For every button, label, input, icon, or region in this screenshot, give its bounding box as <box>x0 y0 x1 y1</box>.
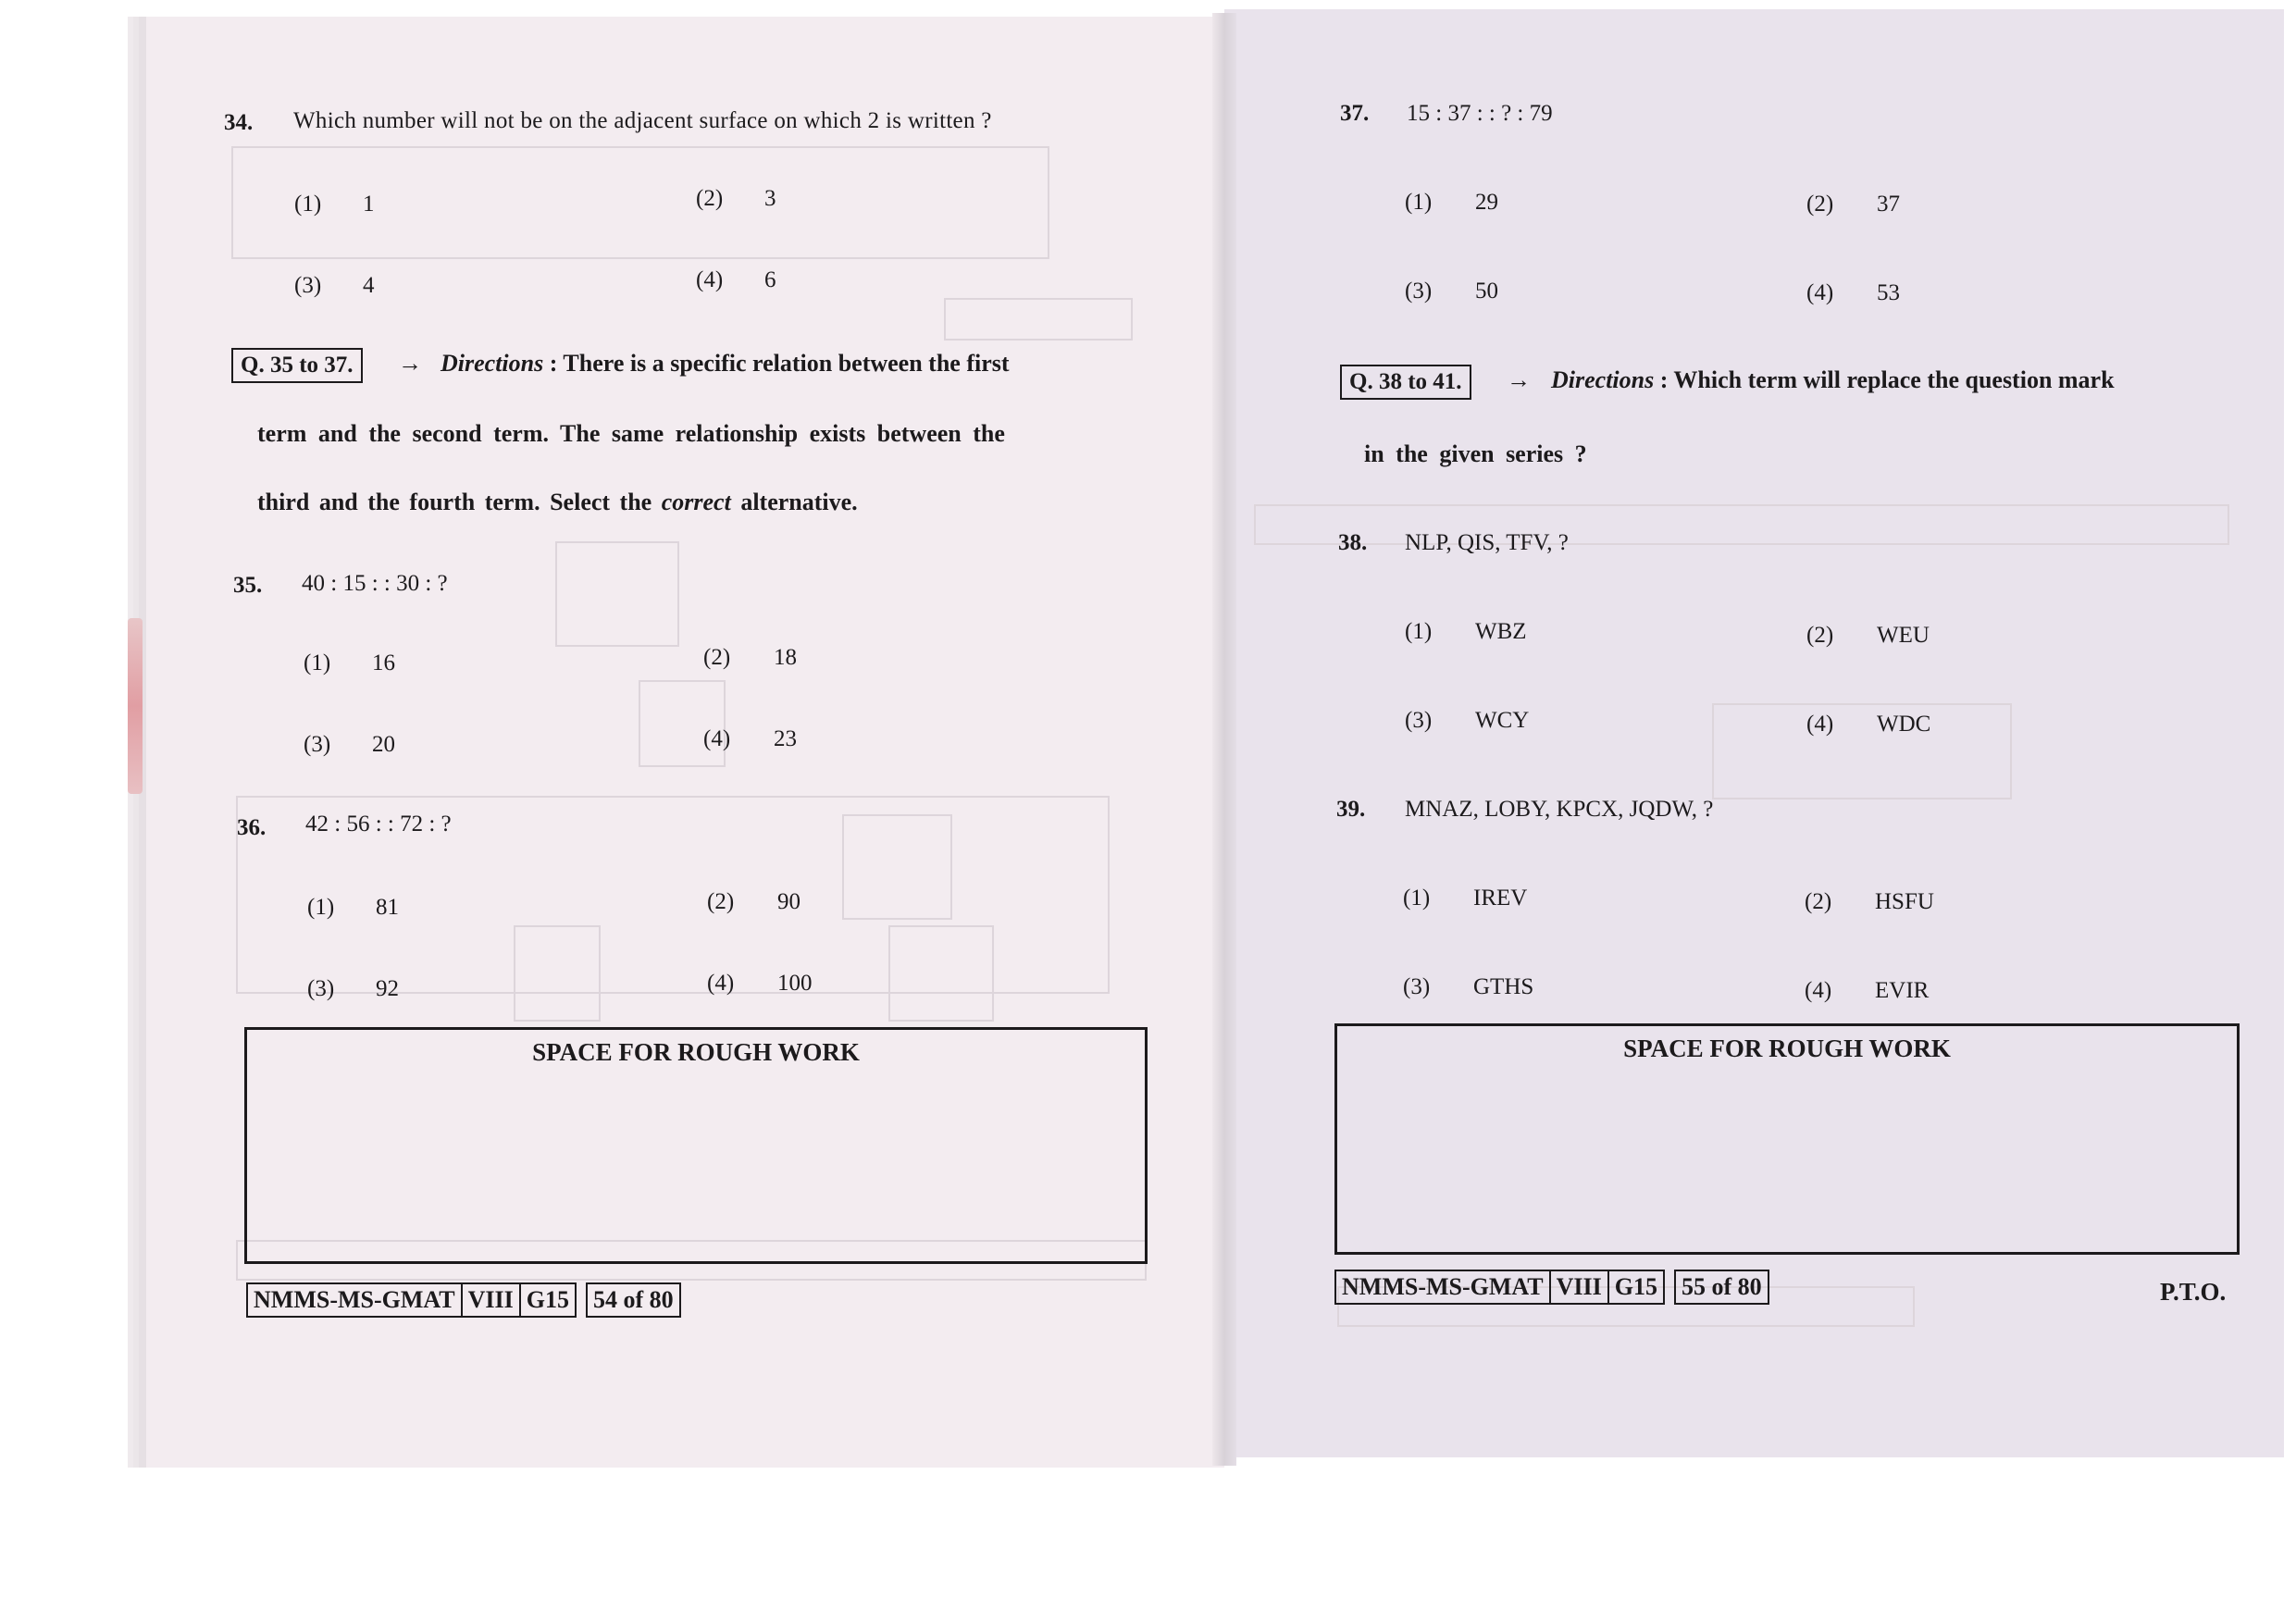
q34-option-4-value: 6 <box>764 267 776 292</box>
directions-38-41-line-1-text: : Which term will replace the question mark <box>1659 366 2115 393</box>
q35-option-3-label: (3) <box>304 732 331 757</box>
show-through-cube-face <box>555 541 679 647</box>
question-36-text: 42 : 56 : : 72 : ? <box>305 812 452 836</box>
q35-option-4-label: (4) <box>703 726 731 751</box>
q35-option-1-value: 16 <box>372 650 395 675</box>
binding-thread <box>128 618 143 794</box>
footer-exam-code: NMMS-MS-GMAT <box>246 1282 463 1318</box>
rough-work-title-left: SPACE FOR ROUGH WORK <box>532 1038 860 1066</box>
show-through-cube <box>888 925 994 1022</box>
rough-work-box-right <box>1334 1023 2240 1255</box>
footer-left <box>246 1282 681 1318</box>
footer-exam-code: NMMS-MS-GMAT <box>1334 1270 1551 1305</box>
footer-gap <box>1665 1270 1674 1305</box>
q37-option-1-label: (1) <box>1405 190 1433 215</box>
show-through-label-box <box>944 298 1133 341</box>
q34-option-1-value: 1 <box>363 192 375 217</box>
q37-option-4-value: 53 <box>1877 280 1900 305</box>
directions-35-37-line-3a: third and the fourth term. Select the <box>257 489 652 515</box>
q36-option-4-label: (4) <box>707 971 735 996</box>
question-number-34: 34. <box>224 110 254 135</box>
question-35-text: 40 : 15 : : 30 : ? <box>302 571 448 596</box>
q38-option-1-label: (1) <box>1405 619 1433 644</box>
q37-option-2-label: (2) <box>1806 192 1834 217</box>
directions-35-37-line-1-text: : There is a specific relation between the first <box>549 350 1010 377</box>
directions-38-41-line-1 <box>1551 366 2115 394</box>
q38-option-3-value: WCY <box>1475 708 1530 733</box>
directions-keyword: Directions <box>1551 366 1655 393</box>
q38-option-3-label: (3) <box>1405 708 1433 733</box>
q36-option-3-label: (3) <box>307 976 335 1001</box>
footer-page-number: 55 of 80 <box>1674 1270 1769 1305</box>
q37-option-3-label: (3) <box>1405 279 1433 304</box>
rough-work-box-left <box>244 1027 1148 1264</box>
q37-option-3-value: 50 <box>1475 279 1498 304</box>
q35-option-2-label: (2) <box>703 645 731 670</box>
show-through-cube <box>514 925 601 1022</box>
q34-option-3-value: 4 <box>363 273 375 298</box>
footer-set: G15 <box>521 1282 577 1318</box>
footer-class: VIII <box>463 1282 521 1318</box>
directions-35-37-line-2: term and the second term. The same relationship exists between the <box>257 420 1005 447</box>
question-number-36: 36. <box>237 815 267 840</box>
question-37-text: 15 : 37 : : ? : 79 <box>1407 101 1553 126</box>
booklet-spine <box>1212 13 1236 1466</box>
q39-option-1-value: IREV <box>1473 886 1528 911</box>
directions-arrow-icon: → <box>1507 366 1531 393</box>
q37-option-1-value: 29 <box>1475 190 1498 215</box>
directions-35-37-emphasis: correct <box>661 489 731 515</box>
please-turn-over: P.T.O. <box>2160 1278 2227 1306</box>
q39-option-3-label: (3) <box>1403 974 1431 999</box>
q35-option-4-value: 23 <box>774 726 797 751</box>
q36-option-1-value: 81 <box>376 895 399 920</box>
show-through-directions-box <box>1254 504 2229 545</box>
show-through-cube-face <box>639 680 726 767</box>
question-number-35: 35. <box>233 573 263 598</box>
q39-option-3-value: GTHS <box>1473 974 1534 999</box>
q39-option-4-label: (4) <box>1805 978 1832 1003</box>
directions-38-41-line-2: in the given series ? <box>1364 440 1587 467</box>
show-through-figure-box <box>231 146 1049 259</box>
rough-work-title-right: SPACE FOR ROUGH WORK <box>1623 1035 1951 1062</box>
q34-option-4-label: (4) <box>696 267 724 292</box>
question-38-text: NLP, QIS, TFV, ? <box>1405 530 1569 555</box>
footer-gap <box>577 1282 586 1318</box>
footer-class: VIII <box>1551 1270 1609 1305</box>
q39-option-4-value: EVIR <box>1875 978 1930 1003</box>
q38-option-4-value: WDC <box>1877 712 1931 737</box>
directions-35-37-line-3 <box>257 489 858 516</box>
show-through-cube <box>842 814 952 920</box>
q39-option-2-label: (2) <box>1805 889 1832 914</box>
q34-option-2-label: (2) <box>696 186 724 211</box>
footer-set: G15 <box>1609 1270 1665 1305</box>
question-number-38: 38. <box>1338 530 1368 555</box>
directions-arrow-icon: → <box>398 350 422 377</box>
question-number-39: 39. <box>1336 797 1366 822</box>
question-34-text: Which number will not be on the adjacent surface on which 2 is written ? <box>293 108 992 133</box>
directions-tag-35-37: Q. 35 to 37. <box>231 348 363 383</box>
q38-option-4-label: (4) <box>1806 712 1834 737</box>
q36-option-1-label: (1) <box>307 895 335 920</box>
q38-option-2-label: (2) <box>1806 623 1834 648</box>
q35-option-1-label: (1) <box>304 650 331 675</box>
q37-option-2-value: 37 <box>1877 192 1900 217</box>
q34-option-2-value: 3 <box>764 186 776 211</box>
q36-option-2-label: (2) <box>707 889 735 914</box>
directions-tag-38-41: Q. 38 to 41. <box>1340 365 1471 400</box>
q38-option-1-value: WBZ <box>1475 619 1527 644</box>
q35-option-3-value: 20 <box>372 732 395 757</box>
question-number-37: 37. <box>1340 101 1370 126</box>
q36-option-4-value: 100 <box>777 971 813 996</box>
footer-page-number: 54 of 80 <box>586 1282 681 1318</box>
directions-keyword: Directions <box>441 350 544 377</box>
q38-option-2-value: WEU <box>1877 623 1930 648</box>
footer-right <box>1334 1270 1769 1305</box>
directions-35-37-line-1 <box>441 350 1010 378</box>
q34-option-1-label: (1) <box>294 192 322 217</box>
q37-option-4-label: (4) <box>1806 280 1834 305</box>
question-39-text: MNAZ, LOBY, KPCX, JQDW, ? <box>1405 797 1714 822</box>
q35-option-2-value: 18 <box>774 645 797 670</box>
show-through-figure-box <box>1712 703 2012 799</box>
directions-35-37-line-3b: alternative. <box>740 489 858 515</box>
q36-option-2-value: 90 <box>777 889 800 914</box>
q36-option-3-value: 92 <box>376 976 399 1001</box>
q34-option-3-label: (3) <box>294 273 322 298</box>
q39-option-2-value: HSFU <box>1875 889 1934 914</box>
q39-option-1-label: (1) <box>1403 886 1431 911</box>
